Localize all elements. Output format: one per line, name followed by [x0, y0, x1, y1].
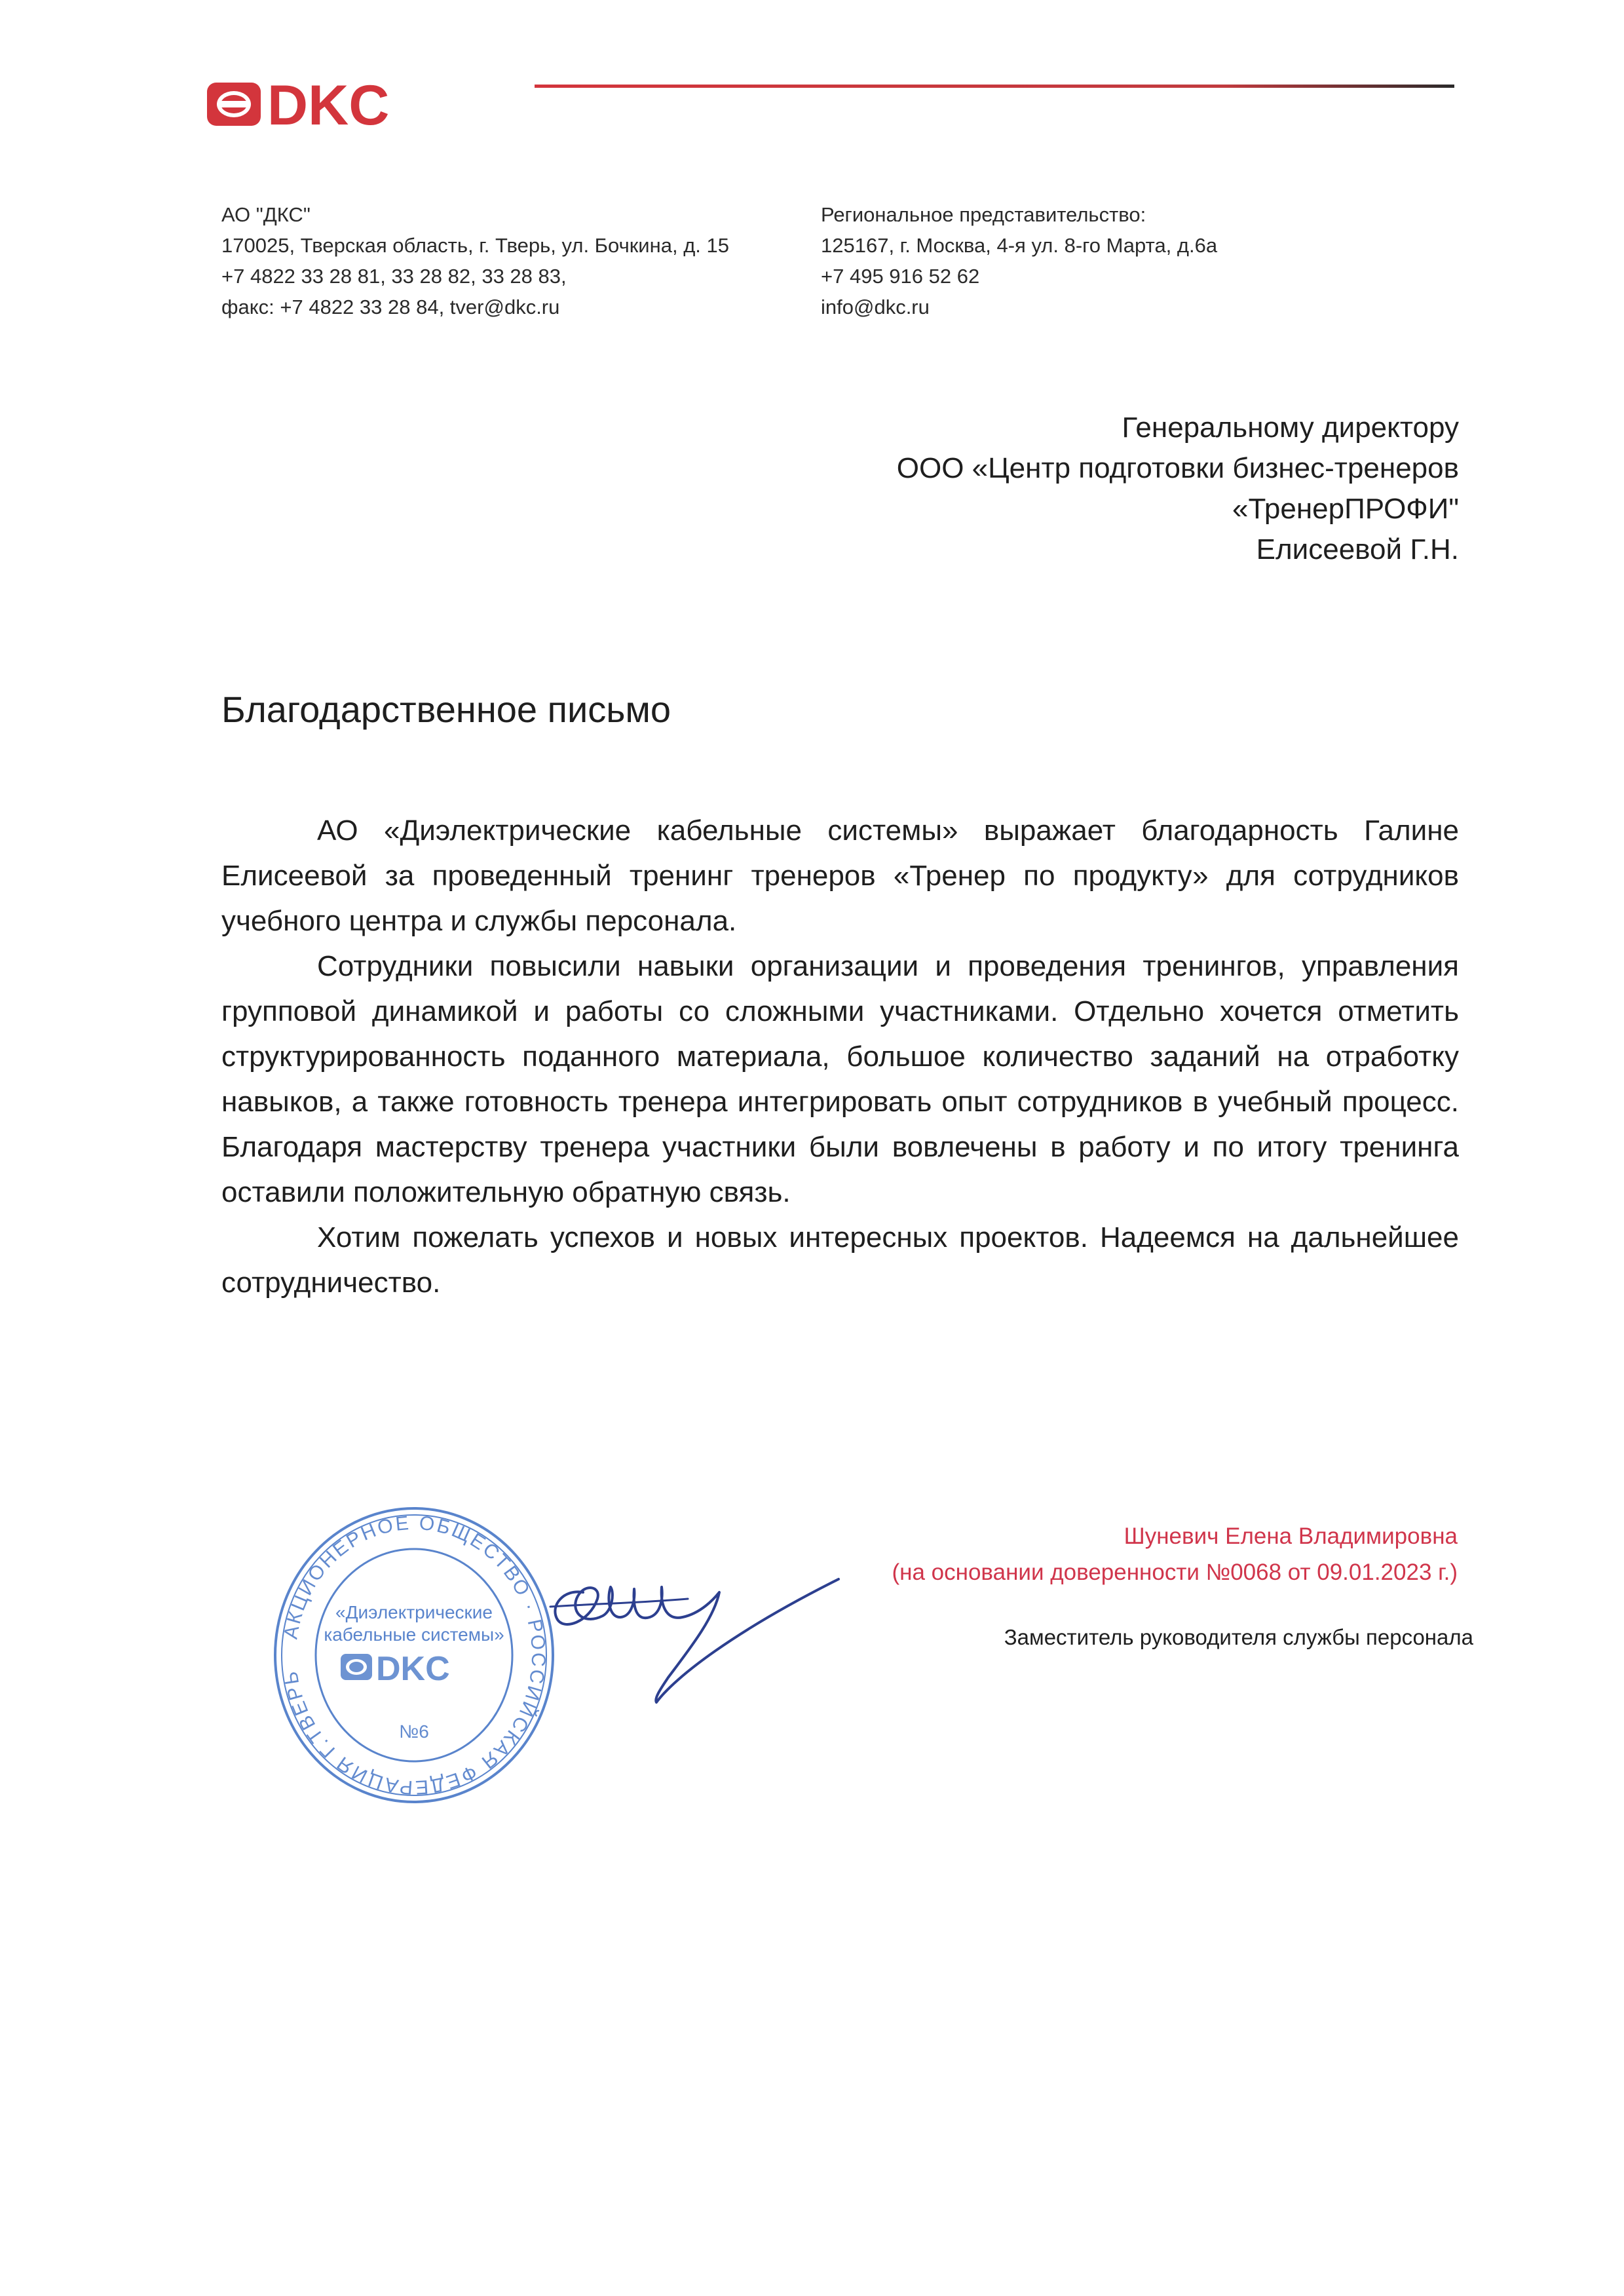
handwritten-signature	[537, 1553, 845, 1723]
signer-authority-basis: (на основании доверенности №0068 от 09.01.2023 г.)	[892, 1559, 1458, 1585]
recipient-line: «ТренерПРОФИ"	[1232, 493, 1459, 525]
header-rule	[535, 84, 1454, 89]
seal-inner-line: «Диэлектрические	[335, 1602, 493, 1622]
sender-address	[221, 199, 811, 322]
regional-office-label: Региональное представительство:	[821, 203, 1146, 226]
recipient-line: Генеральному директору	[1122, 411, 1459, 444]
recipient-block	[897, 408, 1459, 570]
logo-text: DKC	[267, 77, 390, 130]
seal-inner-line: кабельные системы»	[324, 1624, 504, 1645]
regional-office-street: 125167, г. Москва, 4-я ул. 8-го Марта, д.6а	[821, 234, 1218, 257]
sender-company: АО "ДКС"	[221, 203, 311, 226]
signer-name: Шуневич Елена Владимировна	[1124, 1523, 1458, 1549]
letter-title: Благодарственное письмо	[221, 689, 671, 730]
sender-fax-email: факс: +7 4822 33 28 84, tver@dkc.ru	[221, 296, 560, 318]
regional-office-email: info@dkc.ru	[821, 296, 930, 318]
company-seal	[270, 1502, 558, 1808]
sender-street: 170025, Тверская область, г. Тверь, ул. Бочкина, д. 15	[221, 234, 729, 257]
seal-outer-text: АКЦИОНЕРНОЕ ОБЩЕСТВО · РОССИЙСКАЯ ФЕДЕРАЦИЯ Г.ТВЕРЬ	[280, 1512, 550, 1799]
signer-position: Заместитель руководителя службы персонала	[1004, 1625, 1473, 1649]
dkc-logo	[204, 77, 453, 130]
body-paragraph: Сотрудники повысили навыки организации и проведения тренингов, управления групповой динамикой и работы со сложными участниками. Отдельно хочется отметить структурированность поданного материала, большое количество заданий на отработку навыков, а также готовность тренера интегрировать опыт сотрудников в учебный процесс. Благодаря мастерству тренера участники были вовлечены в работу и по итогу тренинга оставили положительную обратную связь.	[221, 950, 1459, 1208]
letter-body	[221, 808, 1459, 1305]
seal-number: №6	[399, 1721, 429, 1742]
regional-office-address	[821, 199, 1410, 322]
body-paragraph: АО «Диэлектрические кабельные системы» выражает благодарность Галине Елисеевой за проведенный тренинг тренеров «Тренер по продукту» для сотрудников учебного центра и службы персонала.	[221, 814, 1459, 937]
seal-logo-text: DKC	[376, 1650, 450, 1688]
recipient-line: ООО «Центр подготовки бизнес-тренеров	[896, 452, 1459, 484]
recipient-line: Елисеевой Г.Н.	[1256, 533, 1459, 565]
regional-office-phone: +7 495 916 52 62	[821, 265, 980, 288]
body-paragraph: Хотим пожелать успехов и новых интересных проектов. Надеемся на дальнейшее сотрудничество.	[221, 1221, 1459, 1299]
sender-phones: +7 4822 33 28 81, 33 28 82, 33 28 83,	[221, 265, 567, 288]
